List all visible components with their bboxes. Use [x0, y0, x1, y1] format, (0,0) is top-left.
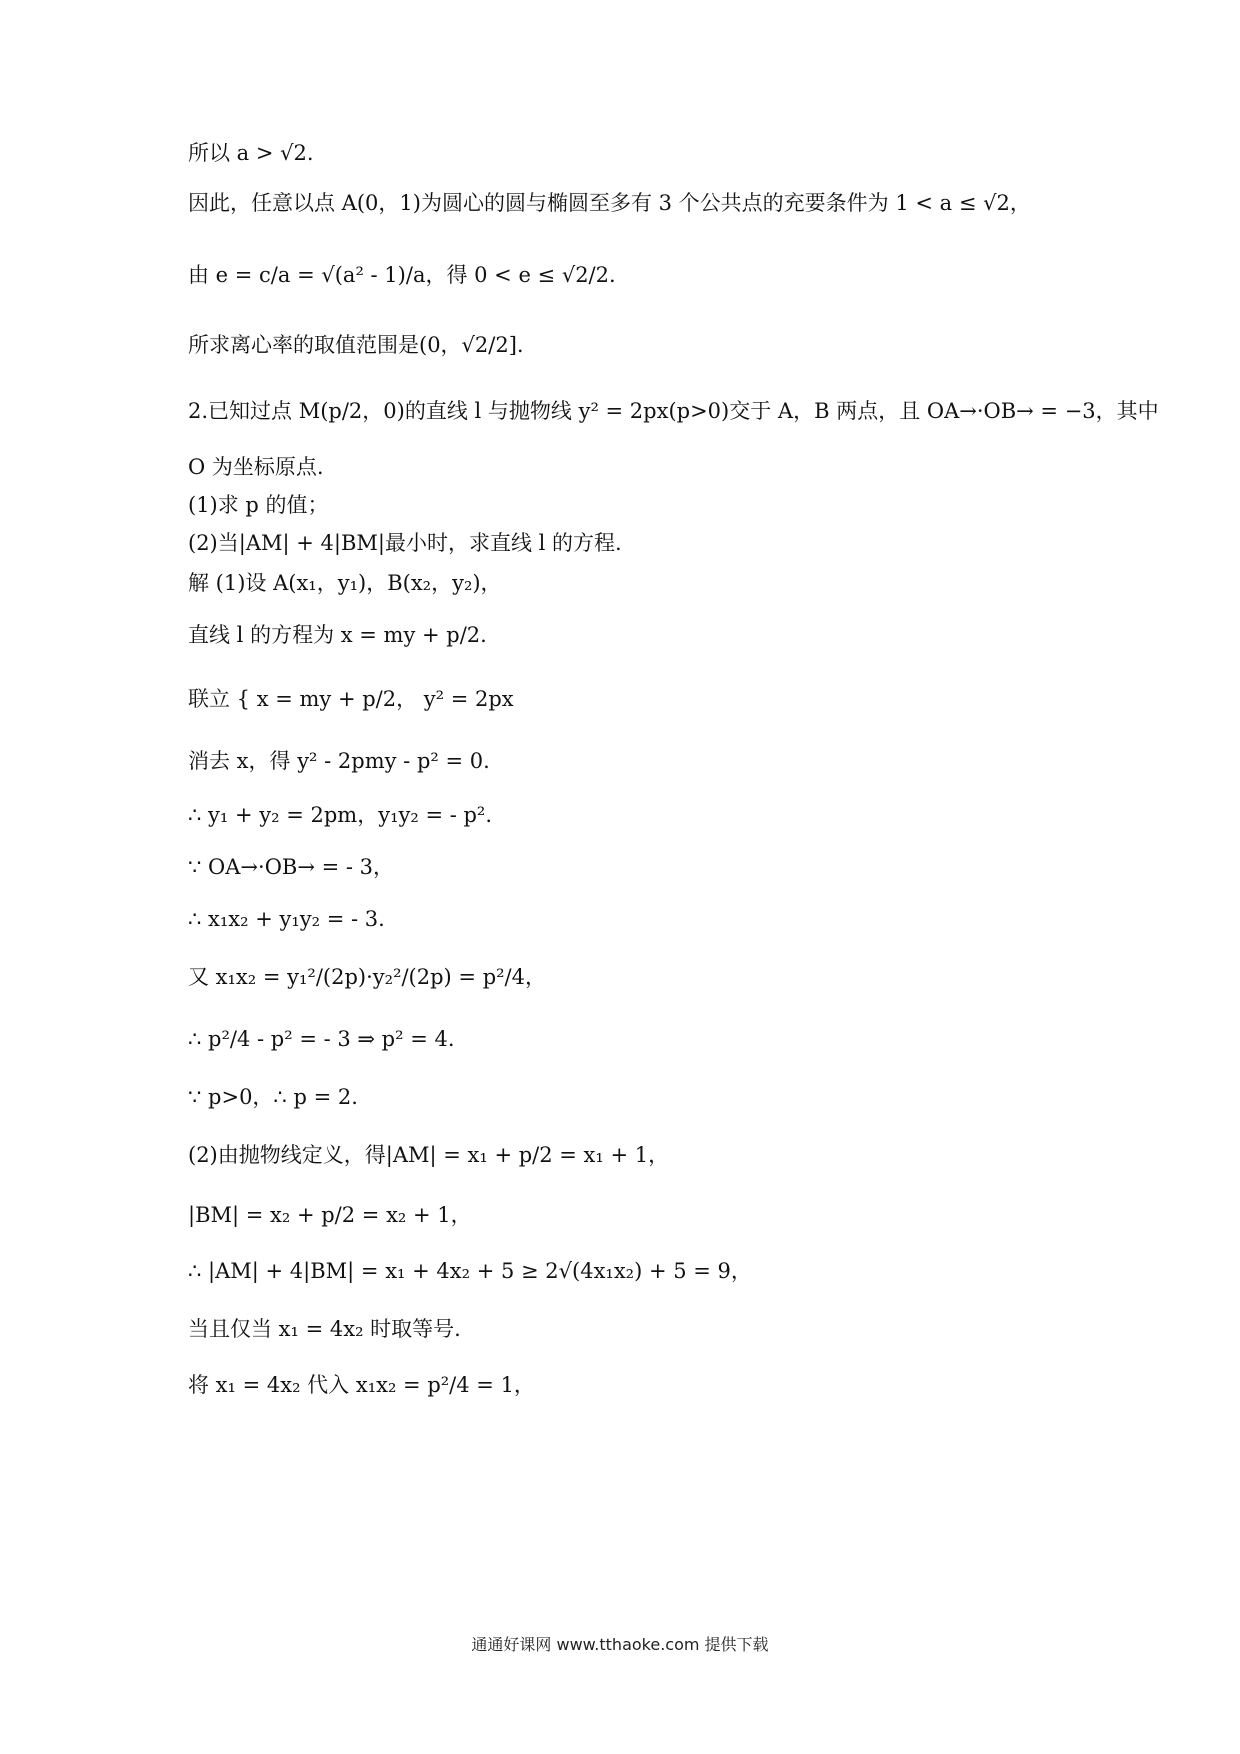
text-line: 直线 l 的方程为 x = my + p/2.: [188, 623, 487, 647]
text-line: O 为坐标原点.: [188, 455, 324, 479]
text-line: ∴ x₁x₂ + y₁y₂ = - 3.: [188, 907, 385, 931]
text-line: 由 e = c/a = √(a² - 1)/a，得 0 < e ≤ √2/2.: [188, 263, 616, 287]
page-footer: 通通好课网 www.tthaoke.com 提供下载: [471, 1635, 769, 1654]
text-line: ∵ p>0，∴ p = 2.: [188, 1085, 358, 1109]
question-2: (2)当|AM| + 4|BM|最小时，求直线 l 的方程.: [188, 531, 622, 555]
text-line: 消去 x，得 y² - 2pmy - p² = 0.: [188, 749, 490, 773]
text-line: |BM| = x₂ + p/2 = x₂ + 1，: [188, 1203, 472, 1227]
text-line: 所求离心率的取值范围是(0，√2/2].: [188, 333, 524, 357]
text-line: 当且仅当 x₁ = 4x₂ 时取等号.: [188, 1317, 461, 1341]
question-1: (1)求 p 的值；: [188, 493, 329, 517]
text-line: ∴ |AM| + 4|BM| = x₁ + 4x₂ + 5 ≥ 2√(4x₁x₂) + 5 = 9，: [188, 1259, 752, 1283]
problem-statement: 2.已知过点 M(p/2，0)的直线 l 与抛物线 y² = 2px(p>0)交于 A，B 两点，且 OA→·OB→ = −3，其中: [188, 399, 1159, 423]
text-line: ∴ p²/4 - p² = - 3 ⇒ p² = 4.: [188, 1027, 455, 1051]
text-line: (2)由抛物线定义，得|AM| = x₁ + p/2 = x₁ + 1，: [188, 1143, 670, 1167]
solution-start: 解 (1)设 A(x₁，y₁)，B(x₂，y₂)，: [188, 571, 502, 595]
text-line: 又 x₁x₂ = y₁²/(2p)·y₂²/(2p) = p²/4，: [188, 965, 546, 989]
text-line: 联立 { x = my + p/2， y² = 2px: [188, 687, 514, 711]
text-line: 因此，任意以点 A(0，1)为圆心的圆与椭圆至多有 3 个公共点的充要条件为 1 < a ≤ √2，: [188, 191, 1031, 215]
text-line: 将 x₁ = 4x₂ 代入 x₁x₂ = p²/4 = 1，: [188, 1373, 535, 1397]
text-line: ∴ y₁ + y₂ = 2pm，y₁y₂ = - p².: [188, 803, 493, 827]
text-line: ∵ OA→·OB→ = - 3，: [188, 855, 395, 879]
text-line: 所以 a > √2.: [188, 141, 314, 165]
